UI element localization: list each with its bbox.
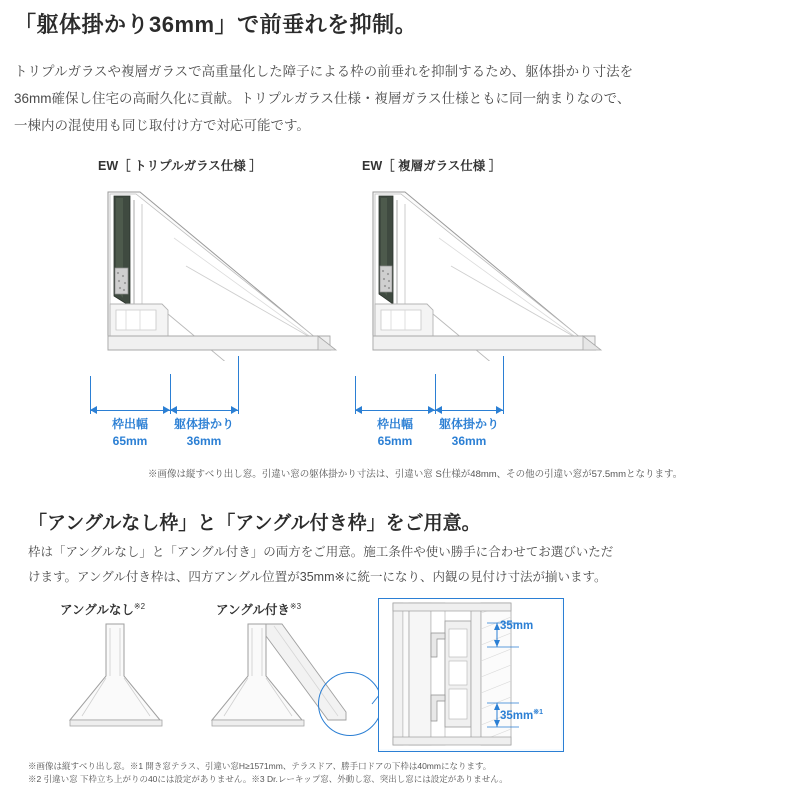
detail-dim-top: 35mm [500,620,534,632]
dim-line-body-overlap [435,410,503,411]
section1-body-line-3: 一棟内の混使用も同じ取付け方で対応可能です。 [14,118,310,133]
caption-no-angle [60,600,145,618]
dim-arrow-right [428,406,435,414]
caption-with-angle [216,600,301,618]
section2-note-line-1: ※画像は縦すべり出し窓。※1 開き窓テラス、引違い窓H≥1571mm、テラスドア、勝手口ドアの下枠は40mmになります。 [28,761,492,771]
section2-body-line-1: 枠は「アングルなし」と「アングル付き」の両方をご用意。施工条件や使い勝手に合わせてお選びいただ [28,545,614,559]
section1-body-line-1: トリプルガラスや複層ガラスで高重量化した障子による枠の前垂れを抑制するため、躯体掛かり寸法を [14,64,634,79]
dim-label-frame-width: 枠出幅 65mm [111,417,148,449]
caption-triple-glass: EW［ トリプルガラス仕様 ］ [98,159,262,173]
caption-no-angle-label: アングルなし [60,603,134,617]
section2-title: 「アングルなし枠」と「アングル付き枠」をご用意。 [28,513,481,534]
angle-detail-box [378,598,564,752]
dimensions-triple [90,388,340,458]
dim-label-frame-width: 枠出幅 65mm [376,417,413,449]
caption-with-angle-label: アングル付き [216,603,290,617]
dim-tick [238,356,239,414]
dim-arrow-left [90,406,97,414]
section1-body-line-2: 36mm確保し住宅の高耐久化に貢献。トリプルガラス仕様・複層ガラス仕様ともに同一納まりなので、 [14,91,631,106]
dim-arrow-right [231,406,238,414]
detail-dim-bottom: $35mm^{※1}$ [500,709,544,722]
section2-body-line-2: けます。アングル付き枠は、四方アングル位置が35mm※に統一になり、内観の見付け寸法が揃います。 [28,570,607,584]
sash-section-svg-triple [90,186,390,361]
section2-notes [28,760,508,786]
dim-line-frame-width [90,410,170,411]
caption-with-angle-sup: ※3 [289,601,302,611]
sash-section-svg-double [355,186,655,361]
caption-double-glass: EW［ 複層ガラス仕様 ］ [362,159,502,173]
dim-label-body-overlap: 躯体掛かり 36mm [438,417,499,449]
dim-arrow-right [496,406,503,414]
angle-detail-svg [379,599,561,749]
sash-section-drawing-double [355,186,655,356]
dimensions-double [355,388,605,458]
drawing-no-angle-svg [40,620,190,730]
section1-body [14,58,654,139]
dim-line-frame-width [355,410,435,411]
dim-line-body-overlap [170,410,238,411]
section1-title: 「躯体掛かり36mm」で前垂れを抑制。 [14,12,418,37]
dim-label-body-overlap: 躯体掛かり 36mm [173,417,234,449]
section2-note-line-2: ※2 引違い窓 下枠立ち上がりの40には設定がありません。※3 Dr.レーキップ窓、外動し窓、突出し窓には設定がありません。 [28,774,508,785]
dim-arrow-left [435,406,442,414]
dim-arrow-left [170,406,177,414]
drawing-no-angle [40,620,190,730]
caption-no-angle-sup: ※2 [133,601,146,611]
section1-note: ※画像は縦すべり出し窓。引違い窓の躯体掛かり寸法は、引違い窓 S仕様が48mm、その他の引違い窓が57.5mmとなります。 [148,469,683,480]
section1-captions [0,156,800,176]
sash-section-drawing-triple [90,186,390,356]
dim-arrow-right [163,406,170,414]
dim-tick [503,356,504,414]
section2-body [28,540,648,590]
dim-arrow-left [355,406,362,414]
